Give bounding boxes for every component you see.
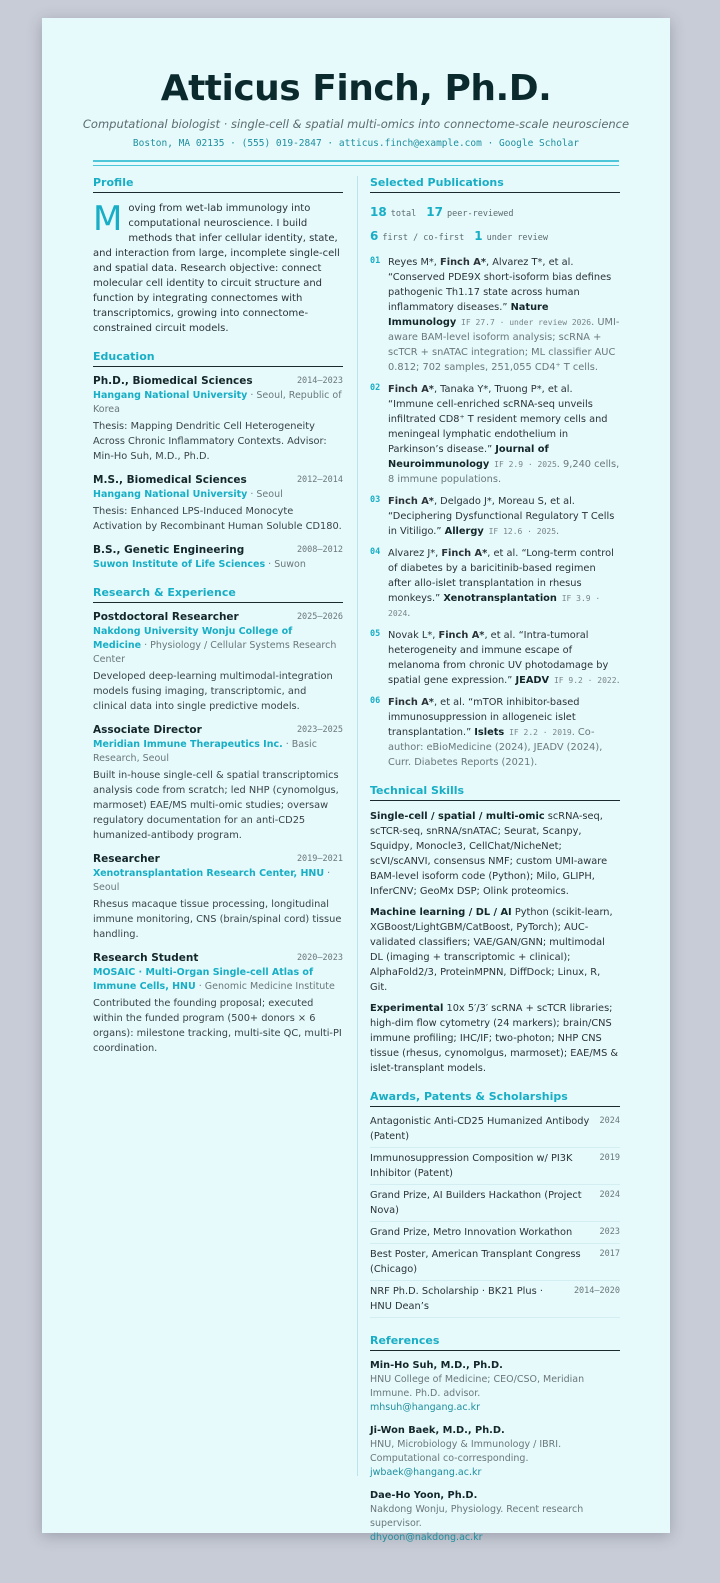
award-item <box>370 1222 620 1244</box>
publication-item <box>370 382 620 487</box>
publication-author-self: Finch A* <box>388 496 434 507</box>
reference-name: Min-Ho Suh, M.D., Ph.D. <box>370 1360 503 1371</box>
award-date: 2024 <box>599 1190 620 1200</box>
award-name: Antagonistic Anti-CD25 Humanized Antibody (Patent) <box>370 1116 590 1142</box>
entry-description: Developed deep-learning multimodal-integration models fusing imaging, transcriptomic, and clinical data into single predictive models. <box>93 671 333 712</box>
entry-description: Built in-house single-cell & spatial transcriptomics analysis code from scratch; led NHP (cynomolgus, marmoset) EAE/MS multi-omic studies; oversaw regulatory documentation for an anti-CD25 humanized-antibody program. <box>93 770 339 841</box>
organization-location: · Physiology / Cellular Systems Research Center <box>93 640 337 665</box>
publication-journal: JEADV <box>515 675 550 686</box>
contact-line <box>42 138 670 149</box>
reference-email[interactable]: dhyoon@nakdong.ac.kr <box>370 1532 483 1543</box>
stat-number: 17 <box>426 205 443 219</box>
publication-note: . UMI-aware BAM-level isoform analysis; scRNA + scTCR + snATAC integration; ML classifier AUC 0.812; 702 samples, 251,055 CD4⁺ T cells. <box>388 317 620 373</box>
stat-label: first / co-first <box>382 233 465 243</box>
contact-address: Boston, MA 02135 <box>132 138 225 149</box>
experience-entry <box>93 952 343 1056</box>
publication-text <box>388 628 620 688</box>
organization-location: · Basic Research, Seoul <box>93 739 317 764</box>
entry-date: 2025–2026 <box>296 612 343 622</box>
entry-date: 2012–2014 <box>296 475 343 485</box>
institution-location: · Seoul, Republic of Korea <box>93 390 342 415</box>
organization-name: Xenotransplantation Research Center, HNU <box>93 868 325 879</box>
publication-number: 03 <box>370 495 381 505</box>
section-title-profile: Profile <box>93 176 343 193</box>
skill-label: Single-cell / spatial / multi-omic <box>370 811 545 822</box>
entry-header <box>93 474 343 486</box>
publication-title: , Alvarez T*, et al. “Conserved PDE9X short-isoform bias defines pathogenic Th1.17 state across human inflammatory diseases.” <box>388 257 612 313</box>
experience-entry <box>93 853 343 942</box>
entry-organization <box>93 966 343 994</box>
publication-note: . <box>407 608 411 619</box>
entry-date: 2008–2012 <box>296 545 343 555</box>
publication-impact: IF 2.2 · 2019 <box>504 728 572 737</box>
profile-body: oving from wet-lab immunology into computational neuroscience. I build methods that infer cellular identity, state, and interaction from large, incomplete single-cell and spatial data. Research objective: connect molecular cell identity to circuit structure and function by integrating connectomes with transcriptomics, growing into connectome-constrained circuit models. <box>93 203 340 334</box>
award-item <box>370 1185 620 1222</box>
publication-author-self: Finch A* <box>440 257 486 268</box>
stat-label: under review <box>486 233 549 243</box>
publication-journal: Nature Immunology <box>388 302 549 328</box>
entry-header <box>93 724 343 736</box>
publication-authors-pre: Alvarez J*, <box>388 548 442 559</box>
degree-title: Ph.D., Biomedical Sciences <box>93 375 253 387</box>
publication-author-self: Finch A* <box>438 630 485 641</box>
institution-name: Suwon Institute of Life Sciences <box>93 559 266 570</box>
publication-journal: Allergy <box>444 526 484 537</box>
awards-list <box>370 1111 620 1318</box>
award-name: Grand Prize, Metro Innovation Workathon <box>370 1227 573 1238</box>
award-name: Best Poster, American Transplant Congress (Chicago) <box>370 1249 581 1275</box>
skill-group <box>370 905 620 995</box>
award-date: 2017 <box>599 1249 620 1259</box>
award-name: Grand Prize, AI Builders Hackathon (Project Nova) <box>370 1190 582 1216</box>
publication-title: , et al. “mTOR inhibitor-based immunosuppression in allogeneic islet transplantation.” <box>388 697 580 738</box>
publication-authors-pre: Novak L*, <box>388 630 439 641</box>
skill-text: Python (scikit-learn, XGBoost/LightGBM/CatBoost, PyTorch); AUC-validated classifiers; VAE/GAN/GNN; multimodal DL (imaging + transcriptomic + clinical); AlphaFold2/3, ProteinMPNN, DiffDock; Linux, R, Git. <box>370 907 613 993</box>
education-entry <box>93 375 343 464</box>
organization-name: MOSAIC · Multi-Organ Single-cell Atlas of Immune Cells, HNU <box>93 967 314 992</box>
publication-authors-pre: Reyes M*, <box>388 257 441 268</box>
skill-group <box>370 1001 620 1076</box>
tagline: Computational biologist · single-cell & spatial multi-omics into connectome-scale neuroscience <box>82 117 630 131</box>
resume-page <box>42 18 670 1543</box>
award-date: 2019 <box>599 1153 620 1163</box>
education-entry <box>93 544 343 572</box>
entry-date: 2020–2023 <box>296 953 343 963</box>
left-column <box>93 176 343 1066</box>
entry-header <box>93 853 343 865</box>
entry-date: 2014–2023 <box>296 376 343 386</box>
entry-description: Thesis: Enhanced LPS-Induced Monocyte Activation by Recombinant Human Soluble CD180. <box>93 506 342 532</box>
publication-title: , Tanaka Y*, Truong P*, et al. “Immune cell-enriched scRNA-seq unveils infiltrated CD8⁺ T resident memory cells and meningeal lymphatic endothelium in Parkinson’s disease.” <box>388 384 608 455</box>
reference-name: Dae-Ho Yoon, Ph.D. <box>370 1490 478 1501</box>
stat-number: 1 <box>474 229 483 243</box>
reference-item <box>370 1359 620 1415</box>
publication-note: . Co-author: eBioMedicine (2024), JEADV (2024), Curr. Diabetes Reports (2021). <box>388 727 603 768</box>
institution-name: Hangang National University <box>93 390 248 401</box>
publication-impact: IF 2.9 · 2025 <box>489 460 557 469</box>
publication-list <box>370 255 620 770</box>
institution-location: · Suwon <box>265 559 306 570</box>
publication-number: 02 <box>370 383 381 393</box>
award-item <box>370 1281 620 1318</box>
publication-stat <box>370 225 464 249</box>
award-item <box>370 1148 620 1185</box>
references-list <box>370 1359 620 1545</box>
right-column <box>370 176 620 1554</box>
skill-text: 10x 5′/3′ scRNA + scTCR libraries; high-dim flow cytometry (24 markers); brain/CNS immune profiling; IHC/IF; two-photon; NHP CNS tissue (rhesus, cynomolgus, marmoset); EAE/MS & islet-transplant models. <box>370 1003 619 1074</box>
role-title: Research Student <box>93 952 199 964</box>
publication-note: . <box>616 675 620 686</box>
entry-organization <box>93 488 343 502</box>
person-name: Atticus Finch, Ph.D. <box>160 68 552 109</box>
publication-impact: IF 3.9 · 2024 <box>388 594 601 618</box>
profile-text <box>93 201 343 336</box>
section-title-experience: Research & Experience <box>93 586 343 603</box>
organization-name: Meridian Immune Therapeutics Inc. <box>93 739 283 750</box>
entry-organization <box>93 558 343 572</box>
publication-number: 01 <box>370 256 381 266</box>
stat-label: total <box>390 209 417 219</box>
publication-item <box>370 255 620 375</box>
publication-author-self: Finch A* <box>388 697 434 708</box>
entry-date: 2019–2021 <box>296 854 343 864</box>
contact-phone: (555) 019-2847 <box>241 138 322 149</box>
experience-entry <box>93 724 343 843</box>
skill-text: scRNA-seq, scTCR-seq, snRNA/snATAC; Seurat, Scanpy, Squidpy, Monocle3, CellChat/NicheNet; scVI/scANVI, consensus NMF; custom UMI-aware BAM-level isoform code (Python); Milo, GLIPH, InferCNV; GeoMx DSP; Olink proteomics. <box>370 811 608 897</box>
publication-journal: Journal of Neuroimmunology <box>388 444 549 470</box>
reference-description: HNU, Microbiology & Immunology / IBRI. Computational co-corresponding. <box>370 1439 562 1464</box>
publication-author-self: Finch A* <box>441 548 488 559</box>
publication-title: , et al. “Long-term control of diabetes by a baricitinib-based regimen after allo-islet transplantation in rhesus monkeys.” <box>388 548 614 604</box>
publication-journal: Islets <box>474 727 505 738</box>
experience-list <box>93 611 343 1056</box>
publication-text <box>388 382 620 487</box>
entry-organization <box>93 389 343 417</box>
role-title: Researcher <box>93 853 160 865</box>
reference-item <box>370 1489 620 1545</box>
entry-organization <box>93 738 343 766</box>
publication-impact: IF 9.2 · 2022 <box>549 676 617 685</box>
degree-title: M.S., Biomedical Sciences <box>93 474 247 486</box>
reference-description: Nakdong Wonju, Physiology. Recent research supervisor. <box>370 1504 584 1529</box>
role-title: Postdoctoral Researcher <box>93 611 239 623</box>
entry-header <box>93 611 343 623</box>
publication-impact: IF 12.6 · 2025 <box>483 527 557 536</box>
publication-item <box>370 546 620 621</box>
entry-header <box>93 375 343 387</box>
publication-title: , Delgado J*, Moreau S, et al. “Deciphering Dysfunctional Regulatory T Cells in Vitiligo.” <box>388 496 615 537</box>
award-name: NRF Ph.D. Scholarship · BK21 Plus · HNU Dean’s <box>370 1286 543 1312</box>
institution-name: Hangang National University <box>93 489 248 500</box>
publication-text <box>388 695 620 770</box>
skill-label: Experimental <box>370 1003 444 1014</box>
institution-location: · Seoul <box>247 489 283 500</box>
publication-note: . <box>556 526 560 537</box>
contact-separator: · <box>321 138 339 149</box>
education-entry <box>93 474 343 534</box>
award-date: 2023 <box>599 1227 620 1237</box>
section-title-education: Education <box>93 350 343 367</box>
publication-author-self: Finch A* <box>388 384 434 395</box>
publication-number: 05 <box>370 629 381 639</box>
publication-stat <box>370 201 416 225</box>
publication-stat <box>474 225 548 249</box>
entry-header <box>93 952 343 964</box>
section-title-references: References <box>370 1334 620 1351</box>
contact-email[interactable]: atticus.finch@example.com <box>338 138 482 149</box>
entry-description: Thesis: Mapping Dendritic Cell Heterogeneity Across Chronic Inflammatory Contexts. Advisor: Min-Ho Suh, M.D., Ph.D. <box>93 421 327 462</box>
header <box>42 18 670 149</box>
entry-organization <box>93 625 343 667</box>
contact-scholar-link[interactable]: Google Scholar <box>499 138 580 149</box>
reference-email[interactable]: mhsuh@hangang.ac.kr <box>370 1402 481 1413</box>
skills-list <box>370 809 620 1076</box>
degree-title: B.S., Genetic Engineering <box>93 544 245 556</box>
stat-number: 6 <box>370 229 379 243</box>
education-list <box>93 375 343 572</box>
skill-group <box>370 809 620 899</box>
award-item <box>370 1244 620 1281</box>
experience-entry <box>93 611 343 714</box>
profile-dropcap: M <box>93 199 123 239</box>
reference-item <box>370 1424 620 1480</box>
column-divider <box>357 176 358 1476</box>
entry-description: Rhesus macaque tissue processing, longitudinal immune monitoring, CNS (brain/spinal cord) tissue handling. <box>93 899 342 940</box>
section-title-skills: Technical Skills <box>370 784 620 801</box>
reference-email[interactable]: jwbaek@hangang.ac.kr <box>370 1467 482 1478</box>
publication-text <box>388 255 620 375</box>
publication-stats <box>370 201 620 249</box>
stat-number: 18 <box>370 205 387 219</box>
publication-stat <box>426 201 513 225</box>
publication-item <box>370 695 620 770</box>
entry-description: Contributed the founding proposal; executed within the funded program (500+ donors × 6 organs): milestone tracking, multi-site QC, multi-PI coordination. <box>93 998 342 1054</box>
publication-text <box>388 546 620 621</box>
contact-separator: · <box>481 138 500 149</box>
publication-impact: IF 27.7 · under review 2026 <box>456 318 592 327</box>
publication-note: . 9,240 cells, 8 immune populations. <box>388 459 620 485</box>
section-title-awards: Awards, Patents & Scholarships <box>370 1090 620 1107</box>
publication-item <box>370 628 620 688</box>
award-date: 2024 <box>599 1116 620 1126</box>
organization-location: · Seoul <box>93 868 331 893</box>
section-title-publications: Selected Publications <box>370 176 620 193</box>
publication-journal: Xenotransplantation <box>443 593 557 604</box>
award-date: 2014–2020 <box>573 1286 620 1296</box>
reference-description: HNU College of Medicine; CEO/CSO, Meridian Immune. Ph.D. advisor. <box>370 1374 585 1399</box>
entry-organization <box>93 867 343 895</box>
publication-title: , et al. “Intra-tumoral heterogeneity and immune escape of melanoma from chronic UV photodamage by spatial gene expression.” <box>388 630 609 686</box>
organization-location: · Genomic Medicine Institute <box>195 981 335 992</box>
publication-item <box>370 494 620 539</box>
header-rule <box>93 160 619 166</box>
entry-header <box>93 544 343 556</box>
role-title: Associate Director <box>93 724 202 736</box>
skill-label: Machine learning / DL / AI <box>370 907 512 918</box>
award-item <box>370 1111 620 1148</box>
award-name: Immunosuppression Composition w/ PI3K Inhibitor (Patent) <box>370 1153 573 1179</box>
reference-name: Ji-Won Baek, M.D., Ph.D. <box>370 1425 505 1436</box>
contact-separator: · <box>224 138 242 149</box>
organization-name: Nakdong University Wonju College of Medicine <box>93 626 293 651</box>
entry-date: 2023–2025 <box>296 725 343 735</box>
publication-number: 06 <box>370 696 381 706</box>
stat-label: peer-reviewed <box>447 209 514 219</box>
publication-number: 04 <box>370 547 381 557</box>
publication-text <box>388 494 620 539</box>
